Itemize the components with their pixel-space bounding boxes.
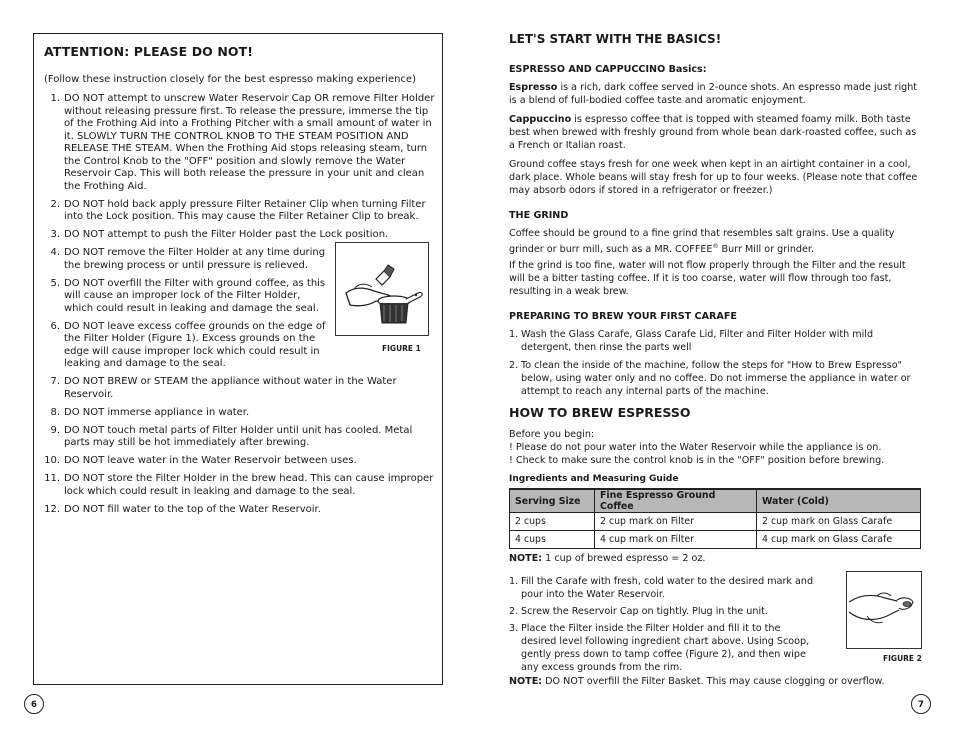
- basics-title: LET'S START WITH THE BASICS!: [509, 32, 722, 46]
- table-cell: 2 cup mark on Glass Carafe: [757, 513, 921, 531]
- list-item: [43, 455, 435, 468]
- note-1: [509, 552, 923, 565]
- warning-2: ! Check to make sure the control knob is in the "OFF" position before brewing.: [509, 455, 885, 466]
- filter-holder-hand-illustration: [336, 243, 428, 335]
- list-item: [43, 425, 435, 450]
- attention-intro: (Follow these instruction closely for the best espresso making experience): [44, 74, 416, 85]
- list-item: [43, 504, 435, 517]
- right-page: [477, 0, 954, 738]
- item-number: 6.: [50, 320, 60, 332]
- list-item: [43, 93, 435, 193]
- note-label: NOTE:: [509, 676, 543, 687]
- item-number: 8.: [50, 406, 60, 418]
- col-header: Water (Cold): [757, 489, 921, 513]
- table-cell: 2 cup mark on Filter: [595, 513, 757, 531]
- item-number: 7.: [50, 376, 60, 387]
- grind-heading: THE GRIND: [509, 210, 569, 221]
- prep-heading: PREPARING TO BREW YOUR FIRST CARAFE: [509, 311, 737, 322]
- item-text: DO NOT leave excess coffee grounds on the edge of the Filter Holder (Figure 1). Excess grounds on the edge will cause improper lock which could result in leaking and damage to the seal.: [64, 320, 326, 369]
- item-text: DO NOT hold back apply pressure Filter Retainer Clip when turning Filter into the Lock position. This may cause the Filter Retainer Clip to break.: [64, 198, 426, 222]
- item-text: DO NOT store the Filter Holder in the brew head. This can cause improper lock which could result in leaking and damage to the seal.: [64, 473, 434, 497]
- basics-subheading: ESPRESSO AND CAPPUCCINO Basics:: [509, 64, 707, 75]
- brew-steps: [509, 575, 814, 674]
- attention-box: [33, 33, 443, 685]
- col-header: Fine Espresso Ground Coffee: [595, 489, 757, 513]
- page-number-7: 7: [911, 694, 931, 714]
- list-item: [509, 328, 923, 354]
- item-number: 4.: [50, 247, 60, 258]
- item-text: Fill the Carafe with fresh, cold water to the desired mark and pour into the Water Reservoir.: [521, 576, 814, 600]
- scoop-tamp-illustration: [847, 572, 921, 648]
- item-text: DO NOT fill water to the top of the Water Reservoir.: [64, 503, 321, 515]
- item-number: 1.: [509, 576, 519, 587]
- item-text: Wash the Glass Carafe, Glass Carafe Lid, Filter and Filter Holder with mild detergent, then rinse the parts well: [521, 329, 874, 353]
- brew-heading: HOW TO BREW ESPRESSO: [509, 405, 691, 420]
- item-text: DO NOT immerse appliance in water.: [64, 406, 250, 418]
- list-item: [509, 605, 814, 618]
- grind-paragraph-2: If the grind is too fine, water will not flow properly through the Filter and the result will be a bitter tasting coffee. If it is too coarse, water will flow through too fast, resulting in a weak brew.: [509, 260, 906, 297]
- item-text: DO NOT BREW or STEAM the appliance without water in the Water Reservoir.: [64, 376, 397, 400]
- list-item: [43, 473, 435, 498]
- item-number: 9.: [50, 424, 60, 436]
- item-number: 3.: [50, 229, 60, 240]
- list-item: [43, 199, 435, 224]
- item-number: 3.: [509, 623, 519, 634]
- ground-coffee-paragraph: Ground coffee stays fresh for one week when kept in an airtight container in a cool, dark place. Whole beans will stay fresh for up to four weeks. (Please note that coffee may absorb odors if stored in a refrigerator or freezer.): [509, 159, 918, 196]
- col-header: Serving Size: [510, 489, 595, 513]
- list-item: [509, 622, 814, 674]
- table-cell: 4 cups: [510, 531, 595, 549]
- grind-paragraph-1: [509, 227, 923, 256]
- item-number: 11.: [44, 473, 60, 484]
- item-number: 2.: [509, 606, 519, 617]
- figure-1-caption: FIGURE 1: [382, 344, 421, 353]
- item-text: To clean the inside of the machine, follow the steps for "How to Brew Espresso" below, using water only and no coffee. Do not immerse the appliance in water or attempt to reach any internal parts of the machine.: [521, 360, 911, 397]
- table-row: [510, 531, 921, 549]
- item-text: DO NOT touch metal parts of Filter Holder until unit has cooled. Metal parts may still be hot immediately after brewing.: [64, 424, 413, 448]
- warning-1: ! Please do not pour water into the Water Reservoir while the appliance is on.: [509, 442, 882, 453]
- table-header-row: [510, 489, 921, 513]
- table-cell: 4 cup mark on Glass Carafe: [757, 531, 921, 549]
- note-text: DO NOT overfill the Filter Basket. This may cause clogging or overflow.: [542, 676, 885, 687]
- prep-list: [509, 328, 923, 398]
- list-item: [509, 359, 923, 398]
- list-item: [509, 575, 814, 601]
- page-number-6: 6: [24, 694, 44, 714]
- table-cell: 2 cups: [510, 513, 595, 531]
- note-2: [509, 675, 923, 688]
- item-number: 2.: [509, 360, 519, 371]
- cappuccino-term: Cappuccino: [509, 114, 572, 125]
- attention-title: ATTENTION: PLEASE DO NOT!: [44, 44, 254, 59]
- figure-1-illustration: [335, 242, 429, 336]
- cappuccino-paragraph: [509, 113, 923, 152]
- table-heading: Ingredients and Measuring Guide: [509, 474, 679, 484]
- list-item: [43, 229, 435, 242]
- registered-mark: ®: [712, 243, 719, 250]
- item-text: Place the Filter inside the Filter Holder and fill it to the desired level following ingredient chart above. Using Scoop, gently press down to tamp coffee (Figure 2), and then wipe any excess grounds from the rim.: [521, 623, 810, 673]
- note-text: 1 cup of brewed espresso = 2 oz.: [542, 553, 706, 564]
- item-text: DO NOT attempt to unscrew Water Reservoir Cap OR remove Filter Holder without releasing pressure first. To release the pressure, immerse the tip of the Frothing Aid into a Frothing Pitcher with a small amount of water in it. SLOWLY TURN THE CONTROL KNOB TO THE STEAM POSITION AND RELEASE THE STEAM. When the Frothing Aid stops releasing steam, turn the Control Knob to the "OFF" position and slowly remove the Water Reservoir Cap. This will both release the pressure in your unit and clean the Frothing Aid.: [64, 93, 435, 192]
- espresso-text: is a rich, dark coffee served in 2-ounce shots. An espresso made just right is a blend of full-bodied coffee taste and aromatic enjoyment.: [509, 82, 918, 106]
- item-number: 10.: [44, 455, 60, 466]
- cappuccino-text: is espresso coffee that is topped with steamed foamy milk. Both taste best when brewed with freshly ground from whole bean dark-roasted coffee, such as a French or Italian roast.: [509, 114, 917, 151]
- item-text: DO NOT overfill the Filter with ground coffee, as this will cause an improper lock of the Filter Holder, which could result in leaking and damage the seal.: [64, 277, 326, 314]
- figure-2-caption: FIGURE 2: [883, 654, 922, 663]
- item-text: Screw the Reservoir Cap on tightly. Plug in the unit.: [521, 606, 768, 617]
- item-text: DO NOT attempt to push the Filter Holder past the Lock position.: [64, 229, 389, 240]
- item-number: 1.: [50, 93, 60, 104]
- table-cell: 4 cup mark on Filter: [595, 531, 757, 549]
- figure-2-illustration: [846, 571, 922, 649]
- ingredients-table: [509, 488, 921, 549]
- grind-text-a: Coffee should be ground to a fine grind that resembles salt grains. Use a quality grinder or burr mill, such as a MR. COFFEE: [509, 228, 895, 256]
- before-you-begin: Before you begin:: [509, 429, 595, 440]
- grind-text-b: Burr Mill or grinder.: [718, 244, 815, 256]
- item-number: 12.: [44, 503, 60, 515]
- item-text: DO NOT leave water in the Water Reservoir between uses.: [64, 455, 357, 466]
- note-label: NOTE:: [509, 553, 543, 564]
- item-number: 2.: [50, 198, 60, 210]
- list-item: [43, 376, 435, 401]
- item-number: 5.: [50, 277, 60, 289]
- item-number: 1.: [509, 329, 519, 340]
- espresso-term: Espresso: [509, 82, 558, 93]
- espresso-paragraph: [509, 81, 923, 107]
- table-row: [510, 513, 921, 531]
- list-item: [43, 407, 435, 420]
- item-text: DO NOT remove the Filter Holder at any time during the brewing process or until pressure is relieved.: [64, 247, 326, 271]
